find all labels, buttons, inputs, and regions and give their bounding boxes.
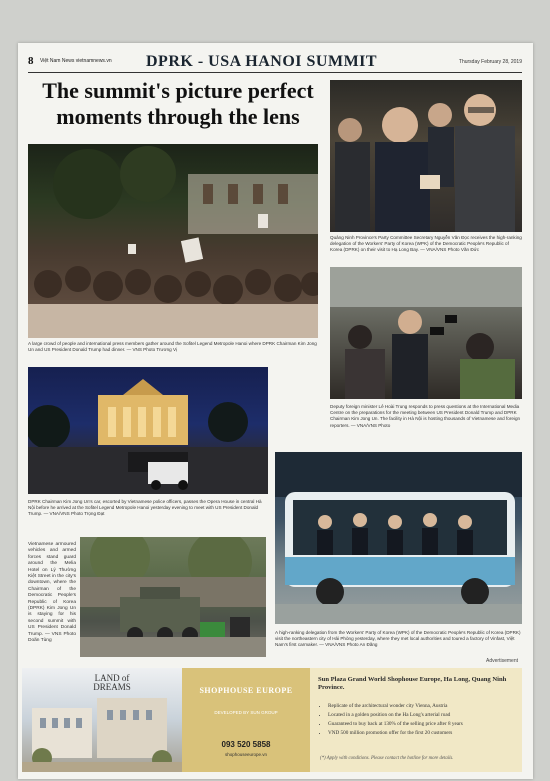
issue-date: Thursday February 28, 2019 bbox=[458, 59, 522, 65]
ad-website: shophouseeurope.vn bbox=[224, 752, 268, 757]
advertisement bbox=[22, 658, 522, 772]
opera-house-photo bbox=[28, 367, 268, 494]
vehicles-caption: Vietnamese armoured vehicles and armed forces stand guard around the Melia Hotel on Lý Thường Kiệt Street in the city's downtown, where the Chairman of the Democratic People's Republic of Korea (DPRK) Kim Jong Un is staying for his second summit with US President Donald Trump. — VNS Photo Doãn Tùng bbox=[28, 542, 76, 644]
press-caption: Deputy foreign minister Lê Hoài Trung responds to press questions at the International Media Centre on the preparations for the meeting between US President Donald Trump and DPRK Chairman Kim Jong Un. The facility in Hà Nội is hosting thousands of Vietnamese and foreign reporters. — VNA/VNS Photo bbox=[330, 404, 521, 428]
land-of-dreams-title: LAND of DREAMS bbox=[93, 673, 131, 692]
delegation-bus-photo bbox=[275, 452, 522, 624]
bus-caption: A high-ranking delegation from the Workers' Party of Korea (WPK) of the Democratic People's Republic of Korea (DPRK) visit the northeastern city of Hải Phòng yesterday, where they met local authorities and toured a factory of Vinfast, Việt Nam's first carmaker. — VNA/VNS Photo An Đăng bbox=[275, 630, 521, 648]
page-header bbox=[28, 54, 522, 73]
crowd-photo bbox=[28, 144, 318, 338]
ad-brand-panel bbox=[182, 668, 310, 772]
ad-label: Advertisement bbox=[486, 658, 518, 664]
delegation-photo bbox=[330, 80, 522, 232]
ad-bullet: • Guaranteed to buy back at 130% of the selling price after 8 years bbox=[328, 720, 463, 729]
ad-bullet: • Located in a golden position on the Ha Long's arterial road bbox=[328, 711, 463, 720]
page-headline: The summit's picture perfect moments through the lens bbox=[42, 78, 314, 129]
armoured-vehicles-photo bbox=[80, 537, 266, 657]
delegation-caption: Quảng Ninh Province's Party Committee Secretary Nguyễn Văn Đọc receives the high-ranking delegation of the Workers' Party of Korea (WPK) of the Democratic People's Republic of Korea (DPRK) on their visit to Hạ Long Bay. — VNA/VNS Photo Văn Đức bbox=[330, 235, 522, 253]
crowd-caption: A large crowd of people and international press members gather around the Sofitel Legend Metropole Hanoi where DPRK Chairman Kim Jong Un and US President Donald Trump had dinner. — VNS Photo Trương Vị bbox=[28, 341, 317, 353]
opera-caption: DPRK Chairman Kim Jong Un's car, escorted by Vietnamese police officers, passes the Opera House in central Hà Nội before he arrived at the Sofitel Legend Metropole Hanoi yesterday evening to meet with US President Donald Trump. — VNA/VNS Photo Trọng Đạt bbox=[28, 499, 262, 517]
ad-bullets bbox=[320, 702, 463, 738]
brand-name: SHOPHOUSE EUROPE bbox=[199, 686, 293, 695]
page-number: 8 bbox=[28, 55, 34, 67]
ad-footnote: (*) Apply with conditions. Please contact the hotline for more details. bbox=[320, 756, 454, 761]
section-title: DPRK - USA HANOI SUMMIT bbox=[146, 53, 378, 70]
ad-building-image bbox=[22, 668, 182, 772]
ad-details bbox=[310, 668, 522, 772]
press-conference-photo bbox=[330, 267, 522, 399]
ad-title: Sun Plaza Grand World Shophouse Europe, Ha Long, Quang Ninh Province. bbox=[318, 676, 507, 691]
ad-bullet: • Replicate of the architectural wonder city Vienna, Austria bbox=[328, 702, 463, 711]
publication-name: Việt Nam News vietnamnews.vn bbox=[40, 58, 112, 64]
hotline-number: 093 520 5858 bbox=[221, 740, 271, 749]
developer-line: DEVELOPED BY SUN GROUP bbox=[214, 710, 278, 715]
ad-bullet: • VND 500 million promotion offer for the first 20 customers bbox=[328, 729, 463, 738]
